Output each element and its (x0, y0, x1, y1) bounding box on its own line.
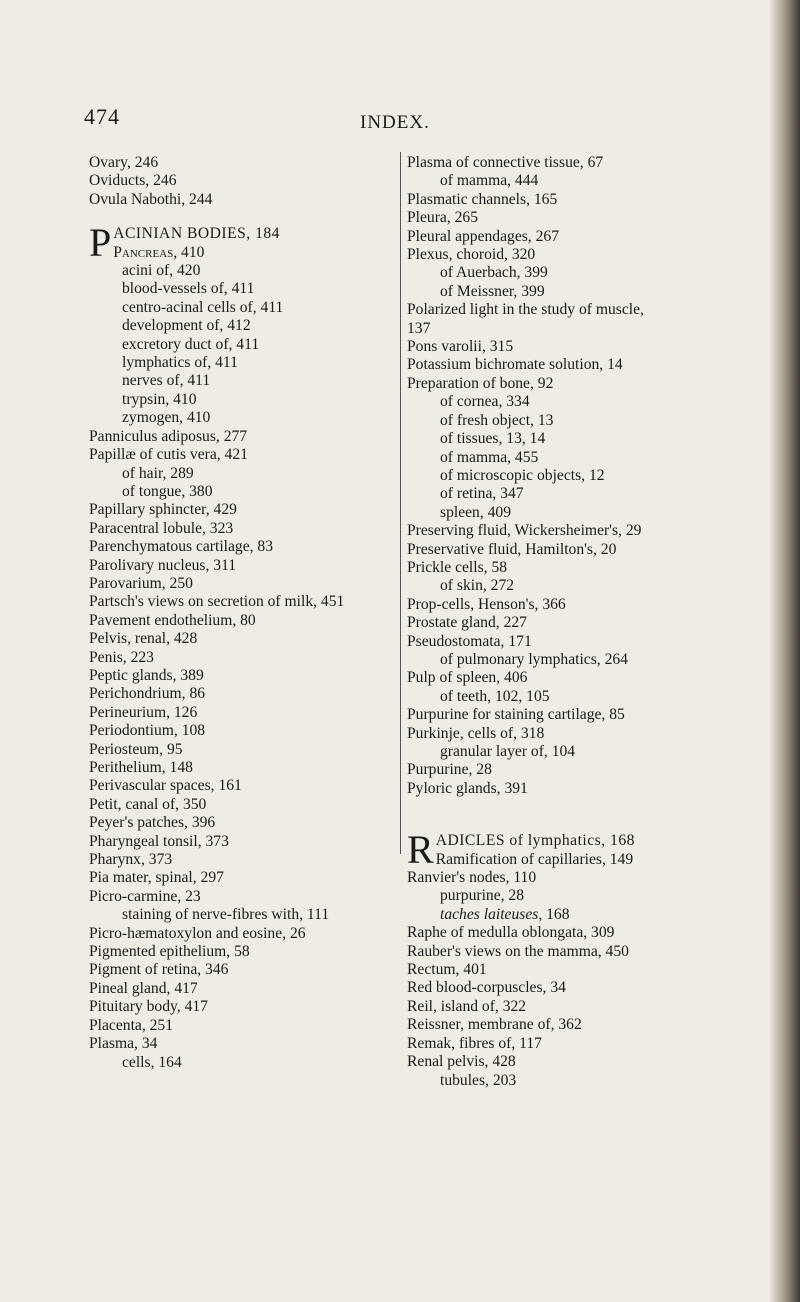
index-entry: of fresh object, 13 (440, 411, 554, 429)
index-entry: Plasma, 34 (89, 1035, 158, 1053)
index-entry: acini of, 420 (122, 262, 201, 280)
index-entry: Periosteum, 95 (89, 740, 183, 758)
index-entry: Peyer's patches, 396 (89, 814, 216, 832)
index-entry: Papillary sphincter, 429 (89, 501, 237, 519)
section-p-heading (89, 220, 344, 266)
index-entry: excretory duct of, 411 (122, 335, 260, 353)
section-p-first-line: ACINIAN BODIES, 184 (113, 225, 280, 243)
index-entry: Purpurine, 28 (407, 761, 492, 779)
index-entry: Panniculus adiposus, 277 (89, 427, 248, 445)
index-entry: Pseudostomata, 171 (407, 632, 532, 650)
index-entry: Polarized light in the study of muscle, (407, 301, 644, 319)
index-entry: staining of nerve-fibres with, 111 (122, 906, 330, 924)
index-entry: Pharynx, 373 (89, 851, 173, 869)
left-entries (89, 262, 344, 1072)
index-entry: Remak, fibres of, 117 (407, 1034, 542, 1052)
left-column (89, 154, 344, 1072)
book-edge-shadow (770, 0, 800, 1302)
index-entry: Partsch's views on secretion of milk, 451 (89, 593, 345, 611)
section-r-second-line: Ramification of capillaries, 149 (435, 850, 634, 868)
index-entry: Pineal gland, 417 (89, 979, 198, 997)
index-entry: Pleura, 265 (407, 209, 479, 227)
index-entry: Ranvier's nodes, 110 (407, 869, 537, 887)
index-entry: trypsin, 410 (122, 390, 197, 408)
index-entry: Pavement endothelium, 80 (89, 611, 256, 629)
index-entry: Prop-cells, Henson's, 366 (407, 595, 566, 613)
index-entry: Picro-hæmatoxylon and eosine, 26 (89, 924, 306, 942)
right-column (400, 152, 644, 1089)
running-head: INDEX. (360, 112, 430, 133)
index-entry: Pelvis, renal, 428 (89, 630, 198, 648)
index-entry: Preserving fluid, Wickersheimer's, 29 (407, 522, 642, 540)
index-entry: Purpurine for staining cartilage, 85 (407, 706, 625, 724)
index-entry: Plasmatic channels, 165 (407, 190, 558, 208)
index-entry: Prostate gland, 227 (407, 614, 527, 632)
index-entry: nerves of, 411 (122, 372, 211, 390)
index-entry: Placenta, 251 (89, 1016, 174, 1034)
index-entry: of microscopic objects, 12 (440, 466, 605, 484)
index-entry: Perichondrium, 86 (89, 685, 206, 703)
index-entry: Petit, canal of, 350 (89, 795, 207, 813)
index-entry: lymphatics of, 411 (122, 354, 238, 372)
index-entry: Preservative fluid, Hamilton's, 20 (407, 540, 617, 558)
index-entry: of mamma, 455 (440, 448, 539, 466)
index-entry: of tongue, 380 (122, 482, 213, 500)
index-entry: Pons varolii, 315 (407, 338, 514, 356)
index-entry: Penis, 223 (89, 648, 154, 666)
index-entry: Oviducts, 246 (89, 172, 177, 190)
section-r-heading (407, 827, 644, 873)
index-entry: Prickle cells, 58 (407, 558, 508, 576)
index-entry: of Auerbach, 399 (440, 264, 548, 282)
index-entry: Plexus, choroid, 320 (407, 246, 536, 264)
index-entry: development of, 412 (122, 317, 251, 335)
index-entry: Picro-carmine, 23 (89, 887, 201, 905)
index-entry: 137 (407, 319, 431, 337)
index-entry: centro-acinal cells of, 411 (122, 298, 284, 316)
index-entry: Rectum, 401 (407, 961, 487, 979)
right-entries (407, 154, 644, 798)
index-entry: Peptic glands, 389 (89, 666, 204, 684)
index-entry: Pleural appendages, 267 (407, 227, 559, 245)
index-entry: Red blood-corpuscles, 34 (407, 979, 566, 997)
index-entry: Ovula Nabothi, 244 (89, 190, 213, 208)
index-entry: Parenchymatous cartilage, 83 (89, 538, 274, 556)
index-entry: blood-vessels of, 411 (122, 280, 255, 298)
index-entry: of hair, 289 (122, 464, 194, 482)
left-top-entries (89, 154, 344, 209)
index-entry: granular layer of, 104 (440, 743, 576, 760)
drop-cap-r: R (407, 827, 434, 873)
index-entry: Perineurium, 126 (89, 703, 198, 721)
index-entry: cells, 164 (122, 1053, 182, 1071)
index-entry: of mamma, 444 (440, 172, 539, 190)
index-entry: Perivascular spaces, 161 (89, 777, 242, 795)
index-entry: Pulp of spleen, 406 (407, 669, 528, 687)
index-entry: Periodontium, 108 (89, 722, 206, 740)
index-entry: Plasma of connective tissue, 67 (407, 154, 604, 171)
index-entry: of teeth, 102, 105 (440, 687, 550, 705)
index-entry: of skin, 272 (440, 577, 515, 595)
index-entry: Papillæ of cutis vera, 421 (89, 446, 248, 464)
index-entry: purpurine, 28 (440, 887, 525, 905)
index-entry: Paracentral lobule, 323 (89, 519, 234, 537)
index-entry: Preparation of bone, 92 (407, 374, 554, 392)
index-entry: Parovarium, 250 (89, 574, 193, 592)
index-entry: of cornea, 334 (440, 393, 530, 411)
index-entry: Renal pelvis, 428 (407, 1053, 516, 1071)
index-entry: Perithelium, 148 (89, 759, 193, 776)
index-entry: Pyloric glands, 391 (407, 779, 528, 797)
index-entry: tubules, 203 (440, 1071, 517, 1089)
index-entry: zymogen, 410 (122, 409, 211, 427)
index-entry: Potassium bichromate solution, 14 (407, 356, 623, 374)
index-entry: Pigment of retina, 346 (89, 961, 229, 979)
index-entry: Pigmented epithelium, 58 (89, 943, 250, 961)
index-entry: Pituitary body, 417 (89, 998, 208, 1016)
index-entry-italic: taches laiteuses, 168 (440, 905, 570, 923)
right-r-entries (407, 869, 644, 1090)
index-entry: of Meissner, 399 (440, 282, 545, 300)
index-entry: Purkinje, cells of, 318 (407, 724, 545, 742)
index-entry: Reil, island of, 322 (407, 997, 527, 1015)
page-number: 474 (84, 104, 120, 129)
drop-cap-p: P (89, 220, 112, 266)
index-entry: of pulmonary lymphatics, 264 (440, 650, 628, 668)
index-entry: Rauber's views on the mamma, 450 (407, 942, 629, 960)
index-entry: Reissner, membrane of, 362 (407, 1016, 582, 1034)
index-entry: Parolivary nucleus, 311 (89, 556, 237, 574)
section-p-second-line: Pancreas, 410 (113, 243, 205, 261)
index-entry: Pharyngeal tonsil, 373 (89, 832, 229, 850)
index-entry: of retina, 347 (440, 485, 524, 503)
index-entry: spleen, 409 (440, 503, 512, 521)
index-entry: Ovary, 246 (89, 154, 159, 171)
index-entry: of tissues, 13, 14 (440, 430, 546, 448)
section-r-first-line: ADICLES of lymphatics, 168 (435, 832, 635, 850)
index-entry: Pia mater, spinal, 297 (89, 869, 224, 887)
index-entry: Raphe of medulla oblongata, 309 (407, 924, 615, 942)
